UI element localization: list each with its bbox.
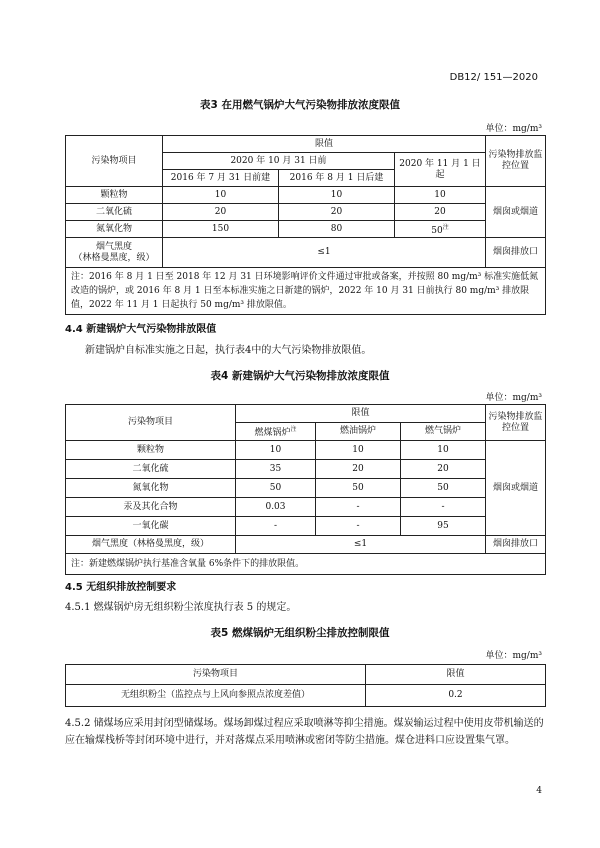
table4-header-coal [236,423,316,441]
table-row [66,221,546,238]
note-marker: 注 [442,223,449,231]
table3-note: 注：2016 年 8 月 1 日至 2018 年 12 月 31 日环境影响评价文件通过审批或备案，并按照 80 mg/m³ 标准实施低氮改造的锅炉，或 2016 年 8 月 1 日至本标准实施之日新建的锅炉，2022 年 10 月 31 日前执行 80 mg/m³ 排放限值，2022 年 11 月 1 日起执行 50 mg/m³ 排放限值。 [66,268,546,315]
table4-smoke-value: ≤1 [236,536,486,554]
table4-header-position: 污染物排放监控位置 [486,405,546,441]
table4-note: 注：新建燃煤锅炉执行基准含氧量 6%条件下的排放限值。 [66,554,546,575]
table3 [65,135,546,315]
table4-cell: 20 [316,460,401,479]
table4-header-limit: 限值 [236,405,486,423]
table3-smoke-position: 烟囱排放口 [486,238,546,268]
table5-header-limit: 限值 [366,665,546,685]
table4 [65,404,546,575]
coal-header-label: 燃煤锅炉 [254,428,291,438]
table3-smoke-item [66,238,163,268]
table3-smoke-value: ≤1 [163,238,486,268]
table3-cell: 10 [395,187,486,204]
table4-cell: 95 [401,517,486,536]
table3-cell [395,221,486,238]
table3-header-before-2016: 2016 年 7 月 31 日前建 [163,170,279,187]
table-row [66,479,546,498]
table-row [66,536,546,554]
table4-cell: 50 [401,479,486,498]
note-marker: 注 [290,426,297,433]
table5-header-item: 污染物项目 [66,665,366,685]
table4-cell: - [236,517,316,536]
table4-cell: 颗粒物 [66,441,236,460]
table4-cell: 50 [316,479,401,498]
table4-cell: - [316,498,401,517]
table4-smoke-position: 烟囱排放口 [486,536,546,554]
section-4-5-2-text: 4.5.2 储煤场应采用封闭型储煤场。煤场卸煤过程应采取喷淋等抑尘措施。煤炭输运过程中使用皮带机输送的应在输煤栈桥等封闭环境中进行，并对落煤点采用喷淋或密闭等防尘措施。煤仓进料口应设置集气罩。 [65,718,544,746]
table3-cell: 20 [395,204,486,221]
table-row [66,685,546,707]
table-row [66,498,546,517]
table4-position-main: 烟囱或烟道 [486,441,546,536]
table3-cell: 10 [279,187,395,204]
table4-cell: 氮氧化物 [66,479,236,498]
table3-cell: 颗粒物 [66,187,163,204]
table4-cell: 二氧化硫 [66,460,236,479]
table-row [66,517,546,536]
table3-cell: 20 [279,204,395,221]
table4-caption: 表4 新建锅炉大气污染物排放浓度限值 [210,370,390,382]
table-row [66,441,546,460]
table4-header-gas: 燃气锅炉 [401,423,486,441]
table3-header-position: 污染物排放监控位置 [486,136,546,187]
table4-cell: 10 [401,441,486,460]
table4-cell: 10 [236,441,316,460]
table-row [66,204,546,221]
table4-smoke-item: 烟气黑度（林格曼黑度，级） [66,536,236,554]
document-code: DB12/ 151—2020 [449,72,538,83]
table4-cell: 10 [316,441,401,460]
table4-cell: 一氧化碳 [66,517,236,536]
table3-unit: 单位：mg/m³ [485,124,542,134]
table3-cell: 氮氧化物 [66,221,163,238]
table4-cell: - [316,517,401,536]
section-4-4-title: 4.4 新建锅炉大气污染物排放限值 [65,324,217,335]
table5-unit: 单位：mg/m³ [485,651,542,661]
table3-header-after-2020: 2020 年 11 月 1 日起 [395,153,486,187]
section-4-4-text: 新建锅炉自标准实施之日起，执行表4中的大气污染物排放限值。 [85,345,372,356]
table3-cell-value: 50 [431,225,443,236]
table3-cell: 80 [279,221,395,238]
table5 [65,664,546,707]
smoke-item-line2: （林格曼黑度，级） [73,252,155,263]
section-4-5-title: 4.5 无组织排放控制要求 [65,582,177,593]
table3-position-main: 烟囱或烟道 [486,187,546,238]
table5-row-item: 无组织粉尘（监控点与上风向参照点浓度差值） [66,685,366,707]
table4-header-item: 污染物项目 [66,405,236,441]
table4-cell: - [401,498,486,517]
table3-cell: 10 [163,187,279,204]
table4-cell: 50 [236,479,316,498]
table-row [66,187,546,204]
table3-cell: 二氧化硫 [66,204,163,221]
table-row [66,460,546,479]
table5-row-value: 0.2 [366,685,546,707]
table4-cell: 20 [401,460,486,479]
table4-cell: 0.03 [236,498,316,517]
table4-cell: 35 [236,460,316,479]
table-row [66,238,546,268]
table4-unit: 单位：mg/m³ [485,393,542,403]
table3-header-limit: 限值 [163,136,486,153]
table3-header-item: 污染物项目 [66,136,163,187]
smoke-item-line1: 烟气黑度 [95,241,132,252]
table5-caption: 表5 燃煤锅炉无组织粉尘排放控制限值 [210,627,390,639]
table4-header-oil: 燃油锅炉 [316,423,401,441]
table3-cell: 20 [163,204,279,221]
table3-header-after-2016: 2016 年 8 月 1 日后建 [279,170,395,187]
table4-cell: 汞及其化合物 [66,498,236,517]
table3-header-before-2020: 2020 年 10 月 31 日前 [163,153,395,170]
table3-cell: 150 [163,221,279,238]
section-4-5-1-text: 4.5.1 燃煤锅炉房无组织粉尘浓度执行表 5 的规定。 [65,602,297,613]
page-number: 4 [536,786,542,796]
table3-caption: 表3 在用燃气锅炉大气污染物排放浓度限值 [200,99,400,111]
